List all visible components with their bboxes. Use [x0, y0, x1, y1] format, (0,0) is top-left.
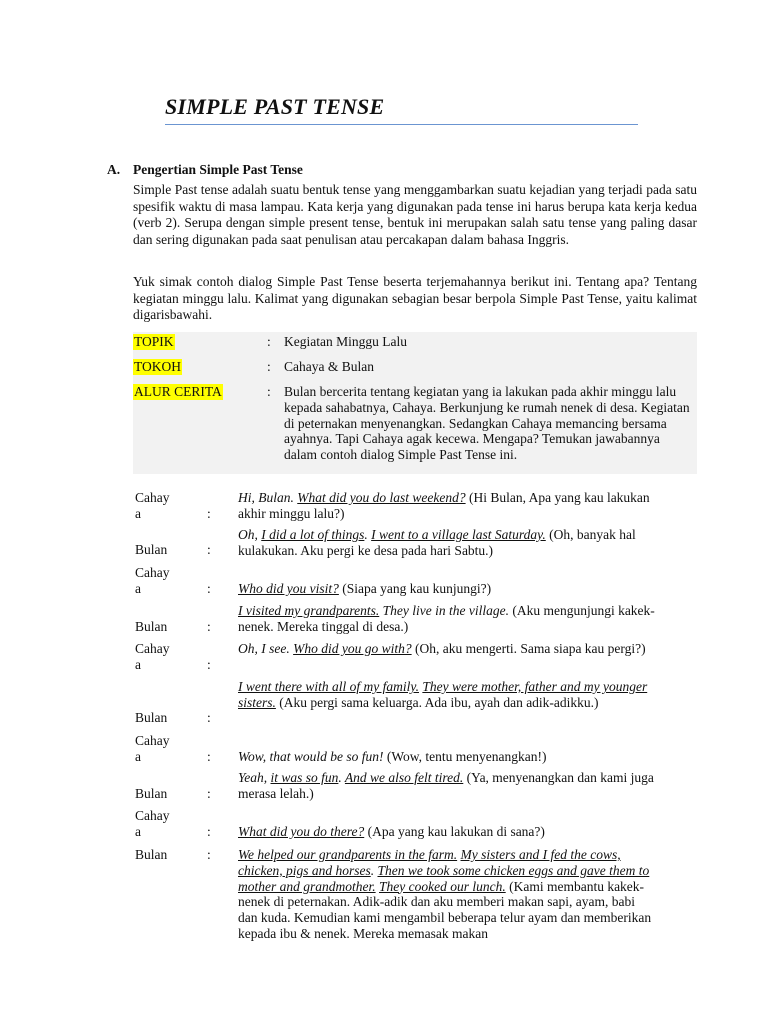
past-tense-sentence: it was so fun	[270, 770, 339, 785]
dialog-text: Yeah, it was so fun. And we also felt tired. (Ya, menyenangkan dan kami juga merasa lelah.)	[238, 770, 654, 801]
dialog-line	[0, 527, 768, 559]
document-title: SIMPLE PAST TENSE	[165, 94, 385, 119]
dialog-text: Oh, I see. Who did you go with? (Oh, aku mengerti. Sama siapa kau pergi?)	[238, 641, 646, 656]
speaker-colon: :	[207, 506, 211, 521]
dialog-text: What did you do there? (Apa yang kau lakukan di sana?)	[238, 824, 545, 839]
info-label: TOPIK	[134, 334, 174, 349]
dialog-line	[0, 641, 768, 673]
past-tense-sentence: They were mother, father and my younger sisters.	[238, 679, 648, 710]
speaker-name: Cahay	[135, 641, 170, 656]
dialog-line	[0, 733, 768, 765]
speaker-name: a	[135, 657, 141, 672]
past-tense-sentence: I went to a village last Saturday.	[371, 527, 546, 542]
past-tense-sentence: What did you do there?	[238, 824, 365, 839]
info-value: Cahaya & Bulan	[284, 359, 374, 374]
past-tense-sentence: I went there with all of my family.	[238, 679, 419, 694]
dialog-line	[0, 603, 768, 635]
info-value: Kegiatan Minggu Lalu	[284, 334, 407, 349]
speaker-colon: :	[207, 710, 211, 725]
dialog-text: Wow, that would be so fun! (Wow, tentu menyenangkan!)	[238, 749, 547, 764]
intro-paragraph: Yuk simak contoh dialog Simple Past Tense beserta terjemahannya berikut ini. Tentang apa? Tentang kegiatan minggu lalu. Kalimat yang digunakan sebagian besar berpola Simple Past Tense, yaitu kalimat digarisbawahi.	[133, 274, 697, 323]
dialog-text: I went there with all of my family. They were mother, father and my younger sisters. (Aku pergi sama keluarga. Ada ibu, ayah dan adik-adikku.)	[238, 679, 648, 710]
speaker-name: Bulan	[135, 786, 168, 801]
past-tense-sentence: My sisters and I fed the cows, chicken, pigs and horses	[238, 847, 621, 878]
speaker-colon: :	[207, 847, 211, 862]
dialog-line	[0, 847, 768, 957]
past-tense-sentence: Who did you visit?	[238, 581, 339, 596]
dialog-text: Oh, I did a lot of things. I went to a village last Saturday. (Oh, banyak hal kulakukan. Aku pergi ke desa pada hari Sabtu.)	[238, 527, 636, 558]
speaker-name: Cahay	[135, 733, 170, 748]
past-tense-sentence: What did you do last weekend?	[297, 490, 466, 505]
speaker-colon: :	[207, 657, 211, 672]
dialog-text: Who did you visit? (Siapa yang kau kunjungi?)	[238, 581, 492, 596]
info-row-characters	[133, 357, 697, 382]
title-underline	[165, 124, 638, 125]
past-tense-sentence: And we also felt tired.	[344, 770, 464, 785]
section-heading: Pengertian Simple Past Tense	[133, 162, 303, 177]
story-info-table	[133, 332, 697, 474]
past-tense-sentence: They cooked our lunch.	[379, 878, 506, 894]
speaker-name: Cahay	[135, 808, 170, 823]
speaker-name: a	[135, 749, 141, 764]
speaker-name: a	[135, 824, 141, 839]
speaker-name: Bulan	[135, 847, 168, 862]
speaker-name: a	[135, 506, 141, 521]
info-value: Bulan bercerita tentang kegiatan yang ia lakukan pada akhir minggu lalu kepada sahabatnya, Cahaya. Berkunjung ke rumah nenek di desa. Kegiatan di peternakan menyenangkan. Sedangkan Cahaya memancing bersama ayahnya. Tapi Cahaya agak kecewa. Mengapa? Temukan jawabannya dalam contoh dialog Simple Past Tense ini.	[284, 384, 690, 463]
dialog-text: We helped our grandparents in the farm. My sisters and I fed the cows, chicken, pigs and horses. Then we took some chicken eggs and gave them to mother and grandmother. They cooked our lunch. (Kami membantu kakek-nenek di peternakan. Adik-adik dan aku memberi makan sapi, ayam, babi dan kuda. Kemudian kami mengambil beberapa telur ayam dan memberikan kepada ibu & nenek. Mereka memasak makan	[238, 847, 652, 941]
info-row-topic	[133, 332, 697, 357]
definition-paragraph: Simple Past tense adalah suatu bentuk tense yang menggambarkan suatu kejadian yang terjadi pada satu spesifik waktu di masa lampau. Kata kerja yang digunakan pada tense ini harus berupa kata kerja kedua (verb 2). Serupa dengan simple present tense, bentuk ini merupakan salah satu tense yang paling dasar dan sering digunakan pada saat penulisan atau percakapan dalam bahasa Inggris.	[133, 182, 697, 248]
dialog-line	[0, 679, 768, 727]
dialog-text: Hi, Bulan. What did you do last weekend? (Hi Bulan, Apa yang kau lakukan akhir minggu lalu?)	[238, 490, 650, 521]
dialog-text: I visited my grandparents. They live in the village. (Aku mengunjungi kakek-nenek. Mereka tinggal di desa.)	[238, 603, 655, 634]
info-separator: :	[267, 359, 271, 374]
dialog-line	[0, 490, 768, 522]
speaker-name: Cahay	[135, 490, 170, 505]
dialog-line	[0, 565, 768, 597]
dialog-line	[0, 770, 768, 802]
speaker-name: Cahay	[135, 565, 170, 580]
speaker-colon: :	[207, 542, 211, 557]
speaker-colon: :	[207, 749, 211, 764]
info-label: TOKOH	[134, 359, 181, 374]
info-separator: :	[267, 384, 271, 399]
past-tense-sentence: Who did you go with?	[293, 641, 412, 656]
info-label: ALUR CERITA	[134, 384, 222, 399]
past-tense-sentence: I visited my grandparents.	[238, 603, 380, 618]
info-row-plot	[133, 382, 697, 474]
info-separator: :	[267, 334, 271, 349]
speaker-colon: :	[207, 786, 211, 801]
speaker-name: Bulan	[135, 619, 168, 634]
speaker-colon: :	[207, 824, 211, 839]
speaker-name: Bulan	[135, 710, 168, 725]
past-tense-sentence: Then we took some chicken eggs and gave them to mother and grandmother.	[238, 862, 650, 894]
section-letter: A.	[107, 162, 121, 177]
speaker-name: a	[135, 581, 141, 596]
past-tense-sentence: I did a lot of things	[261, 527, 365, 542]
speaker-name: Bulan	[135, 542, 168, 557]
dialog-line	[0, 808, 768, 840]
past-tense-sentence: We helped our grandparents in the farm.	[238, 847, 458, 862]
speaker-colon: :	[207, 581, 211, 596]
speaker-colon: :	[207, 619, 211, 634]
